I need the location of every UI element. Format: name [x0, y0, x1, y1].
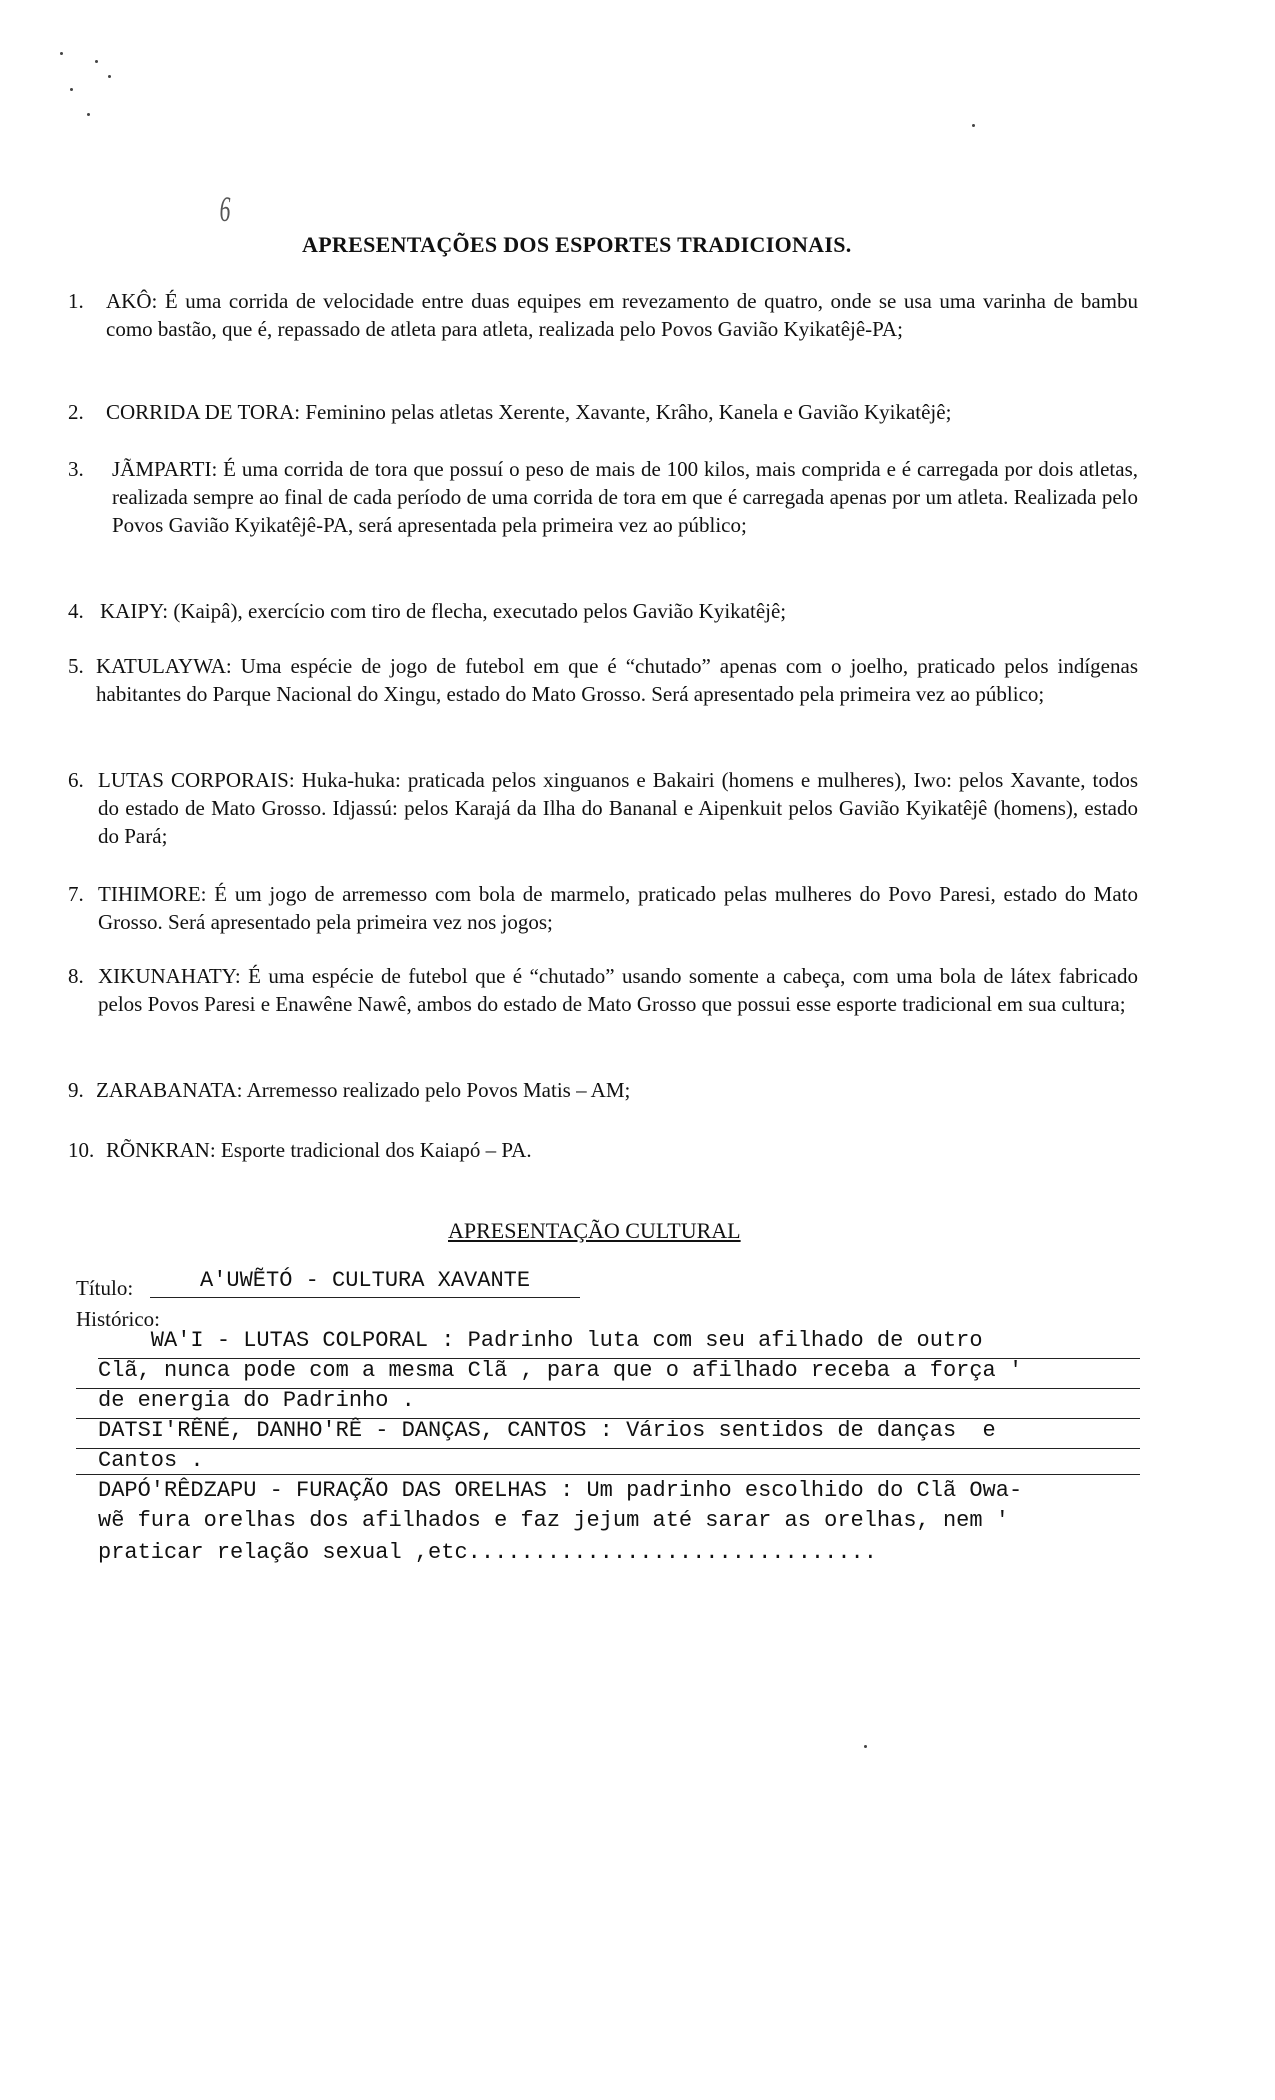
history-line: wẽ fura orelhas dos afilhados e faz jejum até sarar as orelhas, nem ' [98, 1508, 1009, 1533]
list-text: AKÔ: É uma corrida de velocidade entre duas equipes em revezamento de quatro, onde se usa uma varinha de bambu como bastão, que é, repassado de atleta para atleta, realizada pelo Povos Gavião Kyikatêjê-PA; [106, 289, 1138, 341]
handwritten-page-mark: 6 [219, 189, 231, 229]
list-item [68, 398, 1140, 428]
scan-speck [864, 1745, 867, 1748]
scan-speck [60, 52, 63, 55]
history-line: Cantos . [98, 1448, 204, 1473]
history-line: Clã, nunca pode com a mesma Clã , para que o afilhado receba a força ' [98, 1358, 1023, 1383]
title-label: Título: [76, 1276, 134, 1300]
list-text: LUTAS CORPORAIS: Huka-huka: praticada pelos xinguanos e Bakairi (homens e mulheres), Iwo: pelos Xavante, todos do estado de Mato Grosso. Idjassú: pelos Karajá da Ilha do Bananal e Aipenkuit pelos Gavião Kyikatêjê (homens), estado do Pará; [98, 768, 1138, 848]
list-number: 1. [68, 289, 84, 313]
title-value: A'UWẼTÓ - CULTURA XAVANTE [200, 1268, 531, 1293]
list-number: 4. [68, 599, 84, 623]
list-text: KAIPY: (Kaipâ), exercício com tiro de flecha, executado pelos Gavião Kyikatêjê; [100, 599, 787, 623]
list-item [68, 597, 1140, 627]
history-line: WA'I - LUTAS COLPORAL : Padrinho luta com seu afilhado de outro [98, 1328, 983, 1353]
scan-speck [87, 113, 90, 116]
list-number: 7. [68, 882, 84, 906]
section-heading: APRESENTAÇÃO CULTURAL [448, 1218, 741, 1243]
title-underline [150, 1297, 580, 1298]
list-number: 2. [68, 400, 84, 424]
history-line: de energia do Padrinho . [98, 1388, 415, 1413]
list-item [68, 1136, 1140, 1166]
scan-speck [70, 88, 73, 91]
page-title: APRESENTAÇÕES DOS ESPORTES TRADICIONAIS. [302, 232, 852, 257]
list-item [68, 880, 1140, 942]
history-label: Histórico: [76, 1307, 160, 1331]
list-item [68, 455, 1140, 573]
history-line: DAPÓ'RÊDZAPU - FURAÇÃO DAS ORELHAS : Um padrinho escolhido do Clã Owa- [98, 1478, 1023, 1503]
list-text: KATULAYWA: Uma espécie de jogo de futebol em que é “chutado” apenas com o joelho, praticado pelos indígenas habitantes do Parque Nacional do Xingu, estado do Mato Grosso. Será apresentado pela primeira vez ao público; [96, 654, 1138, 706]
list-item [68, 652, 1140, 742]
list-number: 10. [68, 1138, 95, 1162]
list-number: 5. [68, 654, 84, 678]
history-line: praticar relação sexual ,etc............................... [98, 1540, 877, 1565]
scan-speck [108, 75, 111, 78]
list-text: RÕNKRAN: Esporte tradicional dos Kaiapó – PA. [106, 1138, 532, 1162]
list-item [68, 962, 1140, 1052]
list-number: 3. [68, 457, 84, 481]
scan-speck [95, 60, 98, 63]
list-text: XIKUNAHATY: É uma espécie de futebol que é “chutado” usando somente a cabeça, com uma bola de látex fabricado pelos Povos Paresi e Enawêne Nawê, ambos do estado de Mato Grosso que possui esse esporte tradicional em sua cultura; [98, 964, 1138, 1016]
list-item [68, 1076, 1140, 1106]
list-number: 6. [68, 768, 84, 792]
list-text: CORRIDA DE TORA: Feminino pelas atletas Xerente, Xavante, Krâho, Kanela e Gavião Kyikatêjê; [106, 400, 952, 424]
list-item [68, 287, 1140, 377]
list-number: 9. [68, 1078, 84, 1102]
list-number: 8. [68, 964, 84, 988]
history-rule [76, 1448, 1140, 1449]
list-text: JÃMPARTI: É uma corrida de tora que possuí o peso de mais de 100 kilos, mais comprida e é carregada por dois atletas, realizada sempre ao final de cada período de uma corrida de tora em que é carregada apenas por um atleta. Realizada pelo Povos Gavião Kyikatêjê-PA, será apresentada pela primeira vez ao público; [112, 457, 1138, 537]
history-line: DATSI'RÊNÉ, DANHO'RÊ - DANÇAS, CANTOS : Vários sentidos de danças e [98, 1418, 996, 1443]
list-item [68, 766, 1140, 856]
scan-speck [972, 124, 975, 127]
list-text: ZARABANATA: Arremesso realizado pelo Povos Matis – AM; [96, 1078, 631, 1102]
history-rule [76, 1474, 1140, 1475]
list-text: TIHIMORE: É um jogo de arremesso com bola de marmelo, praticado pelas mulheres do Povo Paresi, estado do Mato Grosso. Será apresentado pela primeira vez nos jogos; [98, 882, 1138, 934]
